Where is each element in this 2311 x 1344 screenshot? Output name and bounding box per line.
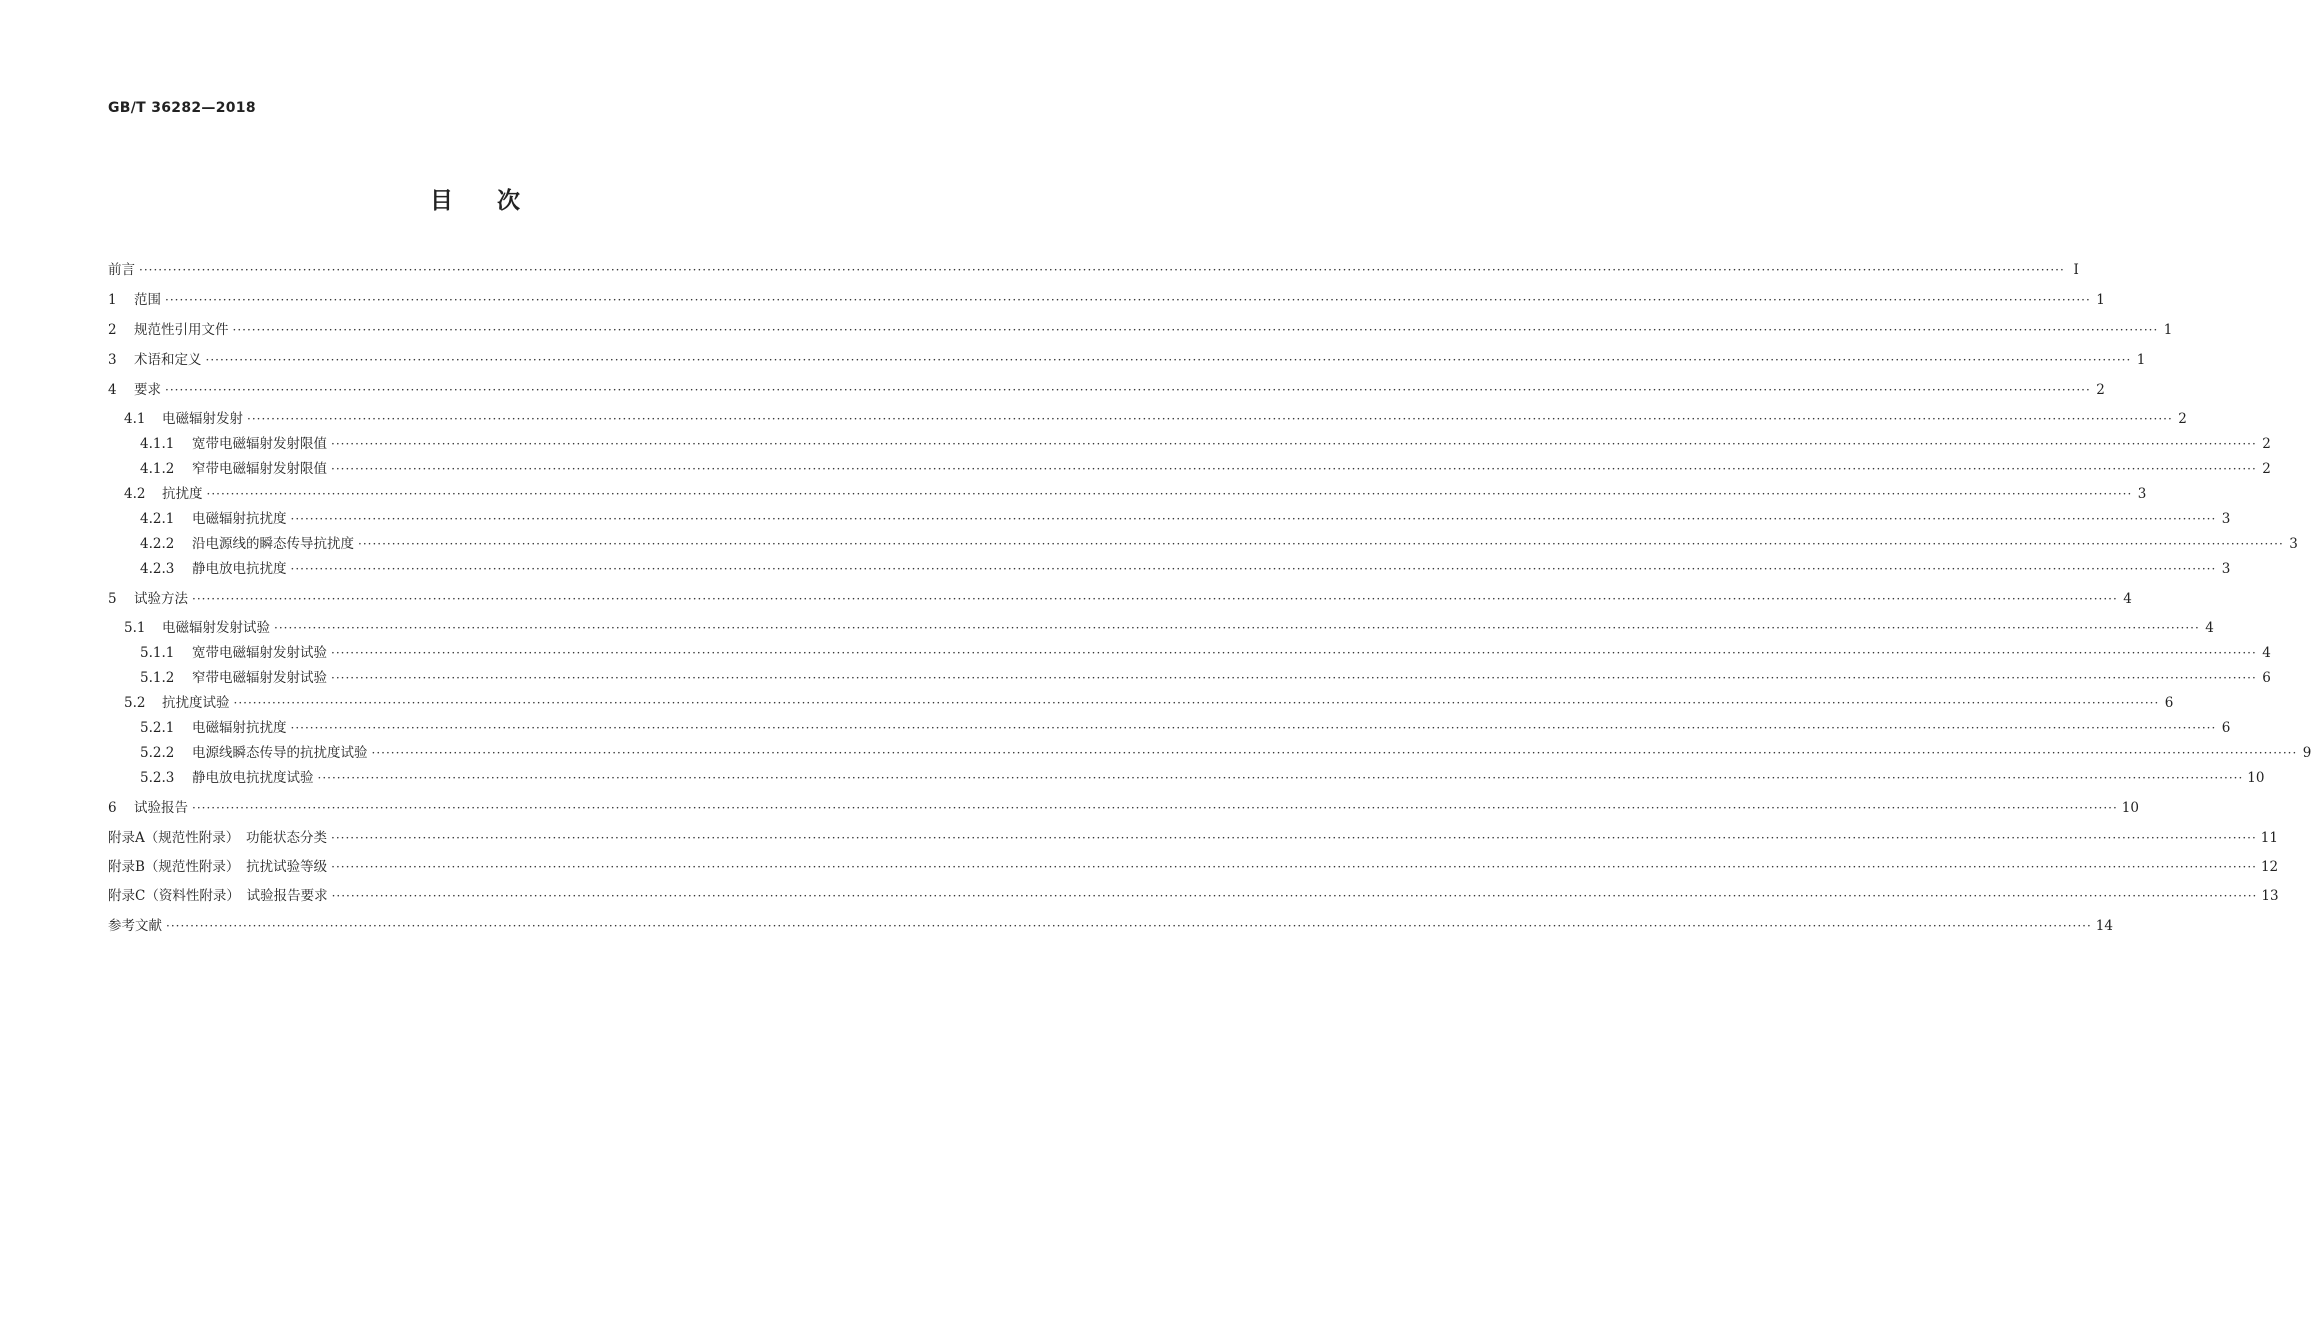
toc-entry[interactable] [108, 916, 2113, 936]
toc-entry[interactable] [108, 828, 2278, 848]
toc-entry-number: 4.1 [124, 411, 146, 427]
toc-entry-label: 静电放电抗扰度 [192, 561, 287, 577]
toc-entry-label: 沿电源线的瞬态传导抗扰度 [192, 536, 354, 552]
toc-entry-page: 3 [2289, 536, 2298, 552]
toc-entry-number: 4.2.3 [140, 561, 175, 577]
toc-entry-page: 6 [2262, 670, 2271, 686]
toc-entry-label: 窄带电磁辐射发射限值 [192, 461, 327, 477]
toc-entry-number: 5 [108, 591, 117, 607]
toc-leader-dots: ················································································································································································································································································································································································································ [371, 746, 2298, 760]
toc-entry[interactable] [108, 559, 2231, 579]
toc-entry-number: 5.1 [124, 620, 146, 636]
toc-entry-page: 2 [2096, 382, 2105, 398]
toc-entry-label: 电磁辐射抗扰度 [192, 511, 287, 527]
toc-leader-dots: ················································································································································································································································································································································································································ [139, 263, 2065, 277]
toc-entry-page: 4 [2123, 591, 2132, 607]
toc-entry-label: 抗扰度试验 [162, 695, 230, 711]
toc-leader-dots: ················································································································································································································································································································································································································ [165, 383, 2091, 397]
toc-entry-number: 1 [108, 292, 117, 308]
toc-entry-page: 3 [2137, 486, 2147, 502]
toc-entry[interactable] [108, 459, 2271, 479]
toc-entry-number: 3 [108, 352, 117, 368]
toc-leader-dots: ················································································································································································································································································································································································································ [331, 646, 2257, 660]
toc-entry-label: 规范性引用文件 [134, 322, 229, 338]
toc-entry-number: 4.1.1 [140, 436, 175, 452]
toc-entry-page: 1 [2136, 352, 2146, 368]
toc-entry[interactable] [108, 380, 2105, 400]
toc-entry[interactable] [108, 260, 2079, 280]
toc-entry-number: 5.2.3 [140, 770, 175, 786]
toc-entry[interactable] [108, 589, 2132, 609]
toc-entry-number: 5.2.1 [140, 720, 175, 736]
toc-entry-label: 范围 [134, 292, 161, 308]
toc-leader-dots: ················································································································································································································································································································································································································ [331, 462, 2257, 476]
toc-entry[interactable] [108, 290, 2105, 310]
toc-entry-number: 5.2.2 [140, 745, 175, 761]
toc-leader-dots: ················································································································································································································································································································································································································ [331, 437, 2257, 451]
toc-leader-dots: ················································································································································································································································································································································································································ [358, 537, 2284, 551]
toc-entry[interactable] [108, 618, 2214, 638]
toc-entry[interactable] [108, 434, 2271, 454]
toc-entry-number: 5.1.1 [140, 645, 175, 661]
toc-entry-label: 附录B（规范性附录） 抗扰试验等级 [108, 859, 328, 875]
toc-entry-page: 6 [2221, 720, 2231, 736]
toc-entry-number: 5.1.2 [140, 670, 175, 686]
toc-entry[interactable] [108, 768, 2265, 788]
toc-entry-page: 3 [2221, 511, 2231, 527]
toc-entry[interactable] [108, 718, 2231, 738]
toc-entry[interactable] [108, 668, 2271, 688]
toc-leader-dots: ················································································································································································································································································································································································································ [331, 860, 2257, 874]
toc-entry-page: 4 [2205, 620, 2214, 636]
toc-entry-number: 5.2 [124, 695, 146, 711]
toc-leader-dots: ················································································································································································································································································································································································································ [165, 293, 2091, 307]
toc-leader-dots: ················································································································································································································································································································································································································ [247, 412, 2173, 426]
toc-leader-dots: ················································································································································································································································································································································································································ [274, 621, 2200, 635]
toc-leader-dots: ················································································································································································································································································································································································································ [290, 721, 2217, 735]
toc-leader-dots: ················································································································································································································································································································································································································ [233, 696, 2160, 710]
toc-entry[interactable] [108, 484, 2147, 504]
toc-entry-page: 10 [2121, 800, 2139, 816]
toc-entry-label: 前言 [108, 262, 135, 278]
toc-leader-dots: ················································································································································································································································································································································································································ [192, 592, 2118, 606]
toc-leader-dots: ················································································································································································································································································································································································································ [331, 831, 2257, 845]
toc-entry-label: 参考文献 [108, 918, 162, 934]
toc-entry-label: 电磁辐射抗扰度 [192, 720, 287, 736]
toc-entry-page: 10 [2247, 770, 2265, 786]
toc-entry[interactable] [108, 509, 2231, 529]
toc-entry[interactable] [108, 798, 2139, 818]
toc-leader-dots: ················································································································································································································································································································································································································ [206, 487, 2133, 501]
toc-leader-dots: ················································································································································································································································································································································································································ [331, 889, 2258, 903]
toc-leader-dots: ················································································································································································································································································································································································································ [290, 562, 2217, 576]
toc-leader-dots: ················································································································································································································································································································································································································ [317, 771, 2244, 785]
toc-entry-number: 6 [108, 800, 117, 816]
toc-entry-label: 电磁辐射发射 [162, 411, 243, 427]
toc-entry-number: 4.2.1 [140, 511, 175, 527]
toc-entry[interactable] [108, 534, 2298, 554]
toc-entry-page: 14 [2095, 918, 2113, 934]
toc-entry-page: Ⅰ [2073, 262, 2079, 278]
toc-entry-number: 4.2 [124, 486, 146, 502]
page-title: 目次 [430, 188, 564, 214]
toc-entry[interactable] [108, 857, 2279, 877]
toc-entry-label: 要求 [134, 382, 161, 398]
toc-entry-label: 附录A（规范性附录） 功能状态分类 [108, 830, 327, 846]
toc-entry-page: 9 [2302, 745, 2311, 761]
toc-entry[interactable] [108, 643, 2271, 663]
toc-entry-page: 12 [2260, 859, 2279, 875]
toc-entry-number: 4.2.2 [140, 536, 175, 552]
toc-entry[interactable] [108, 886, 2279, 906]
toc-entry-number: 4.1.2 [140, 461, 175, 477]
toc-entry-label: 试验报告 [134, 800, 188, 816]
toc-entry-page: 4 [2262, 645, 2271, 661]
toc-entry-page: 1 [2096, 292, 2105, 308]
toc-entry-label: 电源线瞬态传导的抗扰度试验 [192, 745, 368, 761]
toc-leader-dots: ················································································································································································································································································································································································································ [205, 353, 2132, 367]
toc-entry[interactable] [108, 320, 2173, 340]
toc-entry-label: 静电放电抗扰度试验 [192, 770, 314, 786]
toc-entry-label: 宽带电磁辐射发射试验 [192, 645, 327, 661]
toc-entry-label: 试验方法 [134, 591, 188, 607]
toc-entry[interactable] [108, 350, 2146, 370]
toc-entry-page: 13 [2261, 888, 2279, 904]
toc-entry-page: 2 [2262, 436, 2271, 452]
toc-entry-label: 附录C（资料性附录） 试验报告要求 [108, 888, 328, 904]
toc-entry[interactable] [108, 693, 2174, 713]
toc-entry-page: 1 [2163, 322, 2173, 338]
toc-entry-label: 窄带电磁辐射发射试验 [192, 670, 327, 686]
toc-entry-label: 电磁辐射发射试验 [162, 620, 270, 636]
toc-entry-page: 11 [2260, 830, 2278, 846]
standard-code: GB/T 36282—2018 [108, 100, 256, 116]
toc-leader-dots: ················································································································································································································································································································································································································ [192, 801, 2118, 815]
toc-entry-number: 4 [108, 382, 117, 398]
toc-entry[interactable] [108, 409, 2187, 429]
toc-entry-page: 2 [2178, 411, 2187, 427]
toc-leader-dots: ················································································································································································································································································································································································································ [232, 323, 2159, 337]
toc-entry-page: 3 [2221, 561, 2231, 577]
toc-entry-label: 宽带电磁辐射发射限值 [192, 436, 327, 452]
toc-entry-label: 术语和定义 [134, 352, 202, 368]
toc-entry-label: 抗扰度 [162, 486, 203, 502]
toc-leader-dots: ················································································································································································································································································································································································································ [331, 671, 2257, 685]
toc-leader-dots: ················································································································································································································································································································································································································ [166, 919, 2092, 933]
toc-entry-number: 2 [108, 322, 117, 338]
toc-entry[interactable] [108, 743, 2311, 763]
toc-entry-page: 2 [2262, 461, 2271, 477]
toc-entry-page: 6 [2164, 695, 2174, 711]
toc-leader-dots: ················································································································································································································································································································································································································ [290, 512, 2217, 526]
